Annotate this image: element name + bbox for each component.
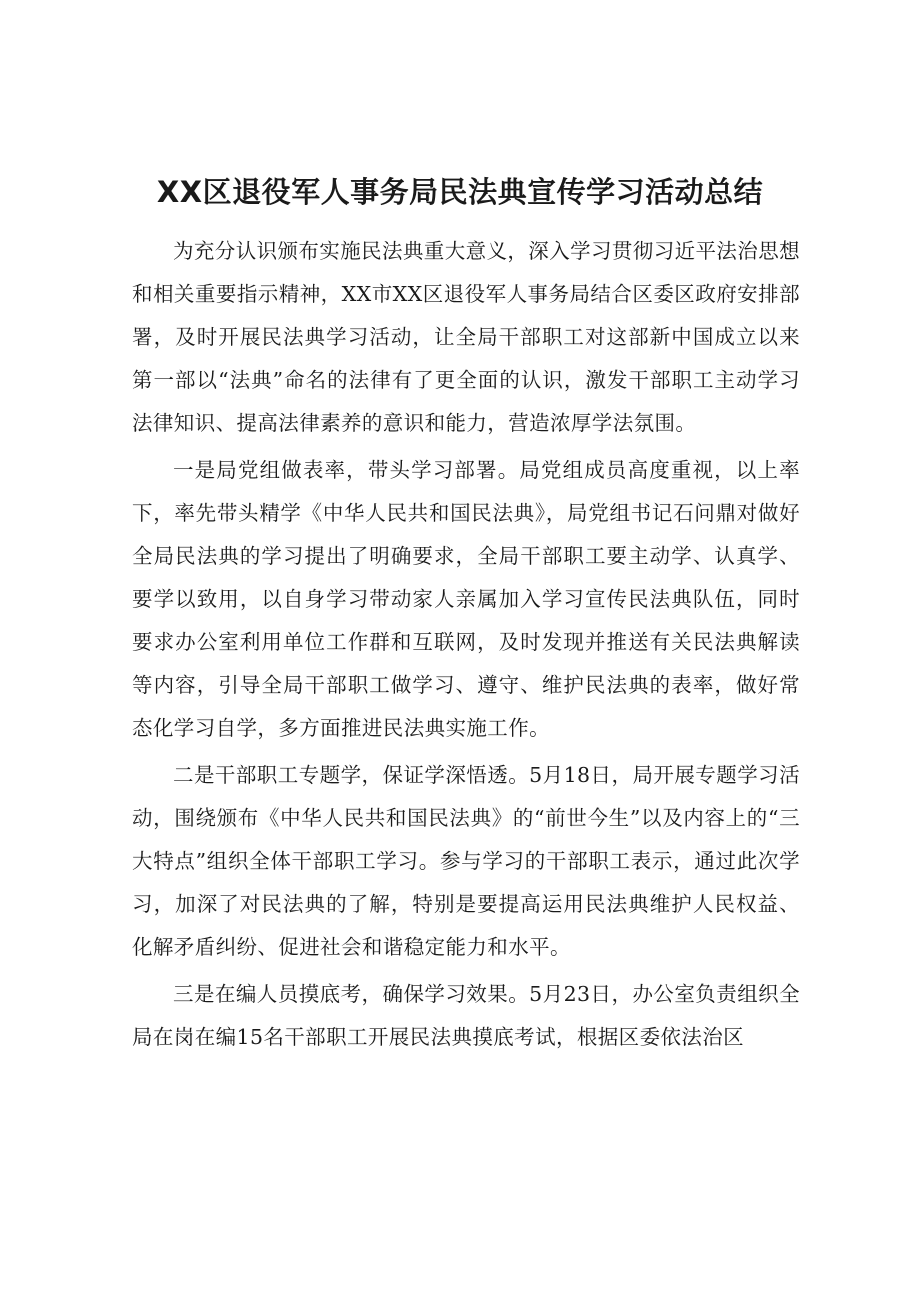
document-body <box>132 230 800 1063</box>
paragraph-section-two: 二是干部职工专题学，保证学深悟透。5月18日，局开展专题学习活动，围绕颁布《中华人民共和国民法典》的“前世今生”以及内容上的“三大特点”组织全体干部职工学习。参与学习的干部职工表示，通过此次学习，加深了对民法典的了解，特别是要提高运用民法典维护人民权益、化解矛盾纠纷、促进社会和谐稳定能力和水平。 <box>132 763 800 959</box>
paragraph-section-three: 三是在编人员摸底考，确保学习效果。5月23日，办公室负责组织全局在岗在编15名干部职工开展民法典摸底考试，根据区委依法治区 <box>132 982 800 1049</box>
document-title: XX区退役军人事务局民法典宣传学习活动总结 <box>156 175 764 209</box>
paragraph-section-one: 一是局党组做表率，带头学习部署。局党组成员高度重视，以上率下，率先带头精学《中华人民共和国民法典》，局党组书记石问鼎对做好全局民法典的学习提出了明确要求，全局干部职工要主动学、认真学、要学以致用，以自身学习带动家人亲属加入学习宣传民法典队伍，同时要求办公室利用单位工作群和互联网，及时发现并推送有关民法典解读等内容，引导全局干部职工做学习、遵守、维护民法典的表率，做好常态化学习自学，多方面推进民法典实施工作。 <box>132 458 800 740</box>
paragraph-intro: 为充分认识颁布实施民法典重大意义，深入学习贯彻习近平法治思想和相关重要指示精神，XX市XX区退役军人事务局结合区委区政府安排部署，及时开展民法典学习活动，让全局干部职工对这部新中国成立以来第一部以“法典”命名的法律有了更全面的认识，激发干部职工主动学习法律知识、提高法律素养的意识和能力，营造浓厚学法氛围。 <box>132 239 800 435</box>
